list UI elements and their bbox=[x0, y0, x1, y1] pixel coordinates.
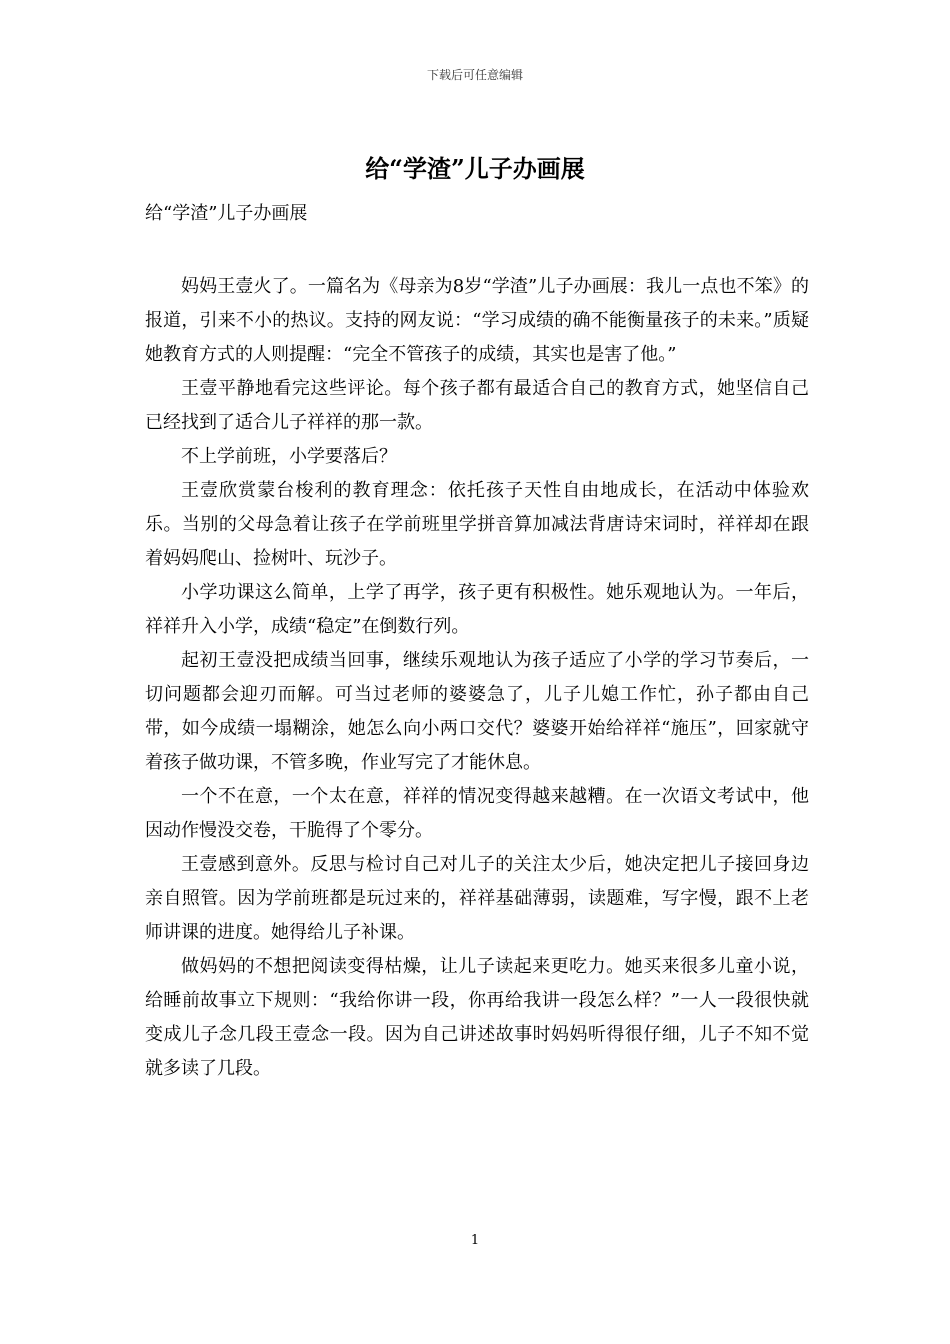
paragraph: 妈妈王壹火了。一篇名为《母亲为8岁“学渣”儿子办画展：我儿一点也不笨》的报道，引来不小的热议。支持的网友说：“学习成绩的确不能衡量孩子的未来。”质疑她教育方式的人则提醒：“完全不管孩子的成绩，其实也是害了他。” bbox=[145, 276, 809, 365]
paragraph: 起初王壹没把成绩当回事，继续乐观地认为孩子适应了小学的学习节奏后，一切问题都会迎刃而解。可当过老师的婆婆急了，儿子儿媳工作忙，孙子都由自己带，如今成绩一塌糊涂，她怎么向小两口交代？婆婆开始给祥祥“施压”，回家就守着孩子做功课，不管多晚，作业写完了才能休息。 bbox=[145, 650, 809, 773]
paragraph: 做妈妈的不想把阅读变得枯燥，让儿子读起来更吃力。她买来很多儿童小说，给睡前故事立下规则：“我给你讲一段，你再给我讲一段怎么样？”一人一段很快就变成儿子念几段王壹念一段。因为自己讲述故事时妈妈听得很仔细，儿子不知不觉就多读了几段。 bbox=[145, 956, 809, 1079]
article-body bbox=[145, 270, 809, 1086]
page-header-note: 下载后可任意编辑 bbox=[426, 68, 523, 82]
paragraph: 王壹平静地看完这些评论。每个孩子都有最适合自己的教育方式，她坚信自己已经找到了适合儿子祥祥的那一款。 bbox=[145, 378, 809, 433]
paragraph: 一个不在意，一个太在意，祥祥的情况变得越来越糟。在一次语文考试中，他因动作慢没交卷，干脆得了个零分。 bbox=[145, 786, 809, 841]
section-heading: 不上学前班，小学要落后？ bbox=[181, 446, 397, 467]
document-title: 给“学渣”儿子办画展 bbox=[365, 154, 585, 183]
paragraph: 王壹感到意外。反思与检讨自己对儿子的关注太少后，她决定把儿子接回身边亲自照管。因为学前班都是玩过来的，祥祥基础薄弱，读题难，写字慢，跟不上老师讲课的进度。她得给儿子补课。 bbox=[145, 854, 809, 943]
document-subtitle: 给“学渣”儿子办画展 bbox=[145, 203, 308, 224]
paragraph: 小学功课这么简单，上学了再学，孩子更有积极性。她乐观地认为。一年后，祥祥升入小学，成绩“稳定”在倒数行列。 bbox=[145, 582, 809, 637]
page-number: 1 bbox=[470, 1233, 480, 1248]
paragraph: 王壹欣赏蒙台梭利的教育理念：依托孩子天性自由地成长，在活动中体验欢乐。当别的父母急着让孩子在学前班里学拼音算加减法背唐诗宋词时，祥祥却在跟着妈妈爬山、捡树叶、玩沙子。 bbox=[145, 480, 809, 569]
